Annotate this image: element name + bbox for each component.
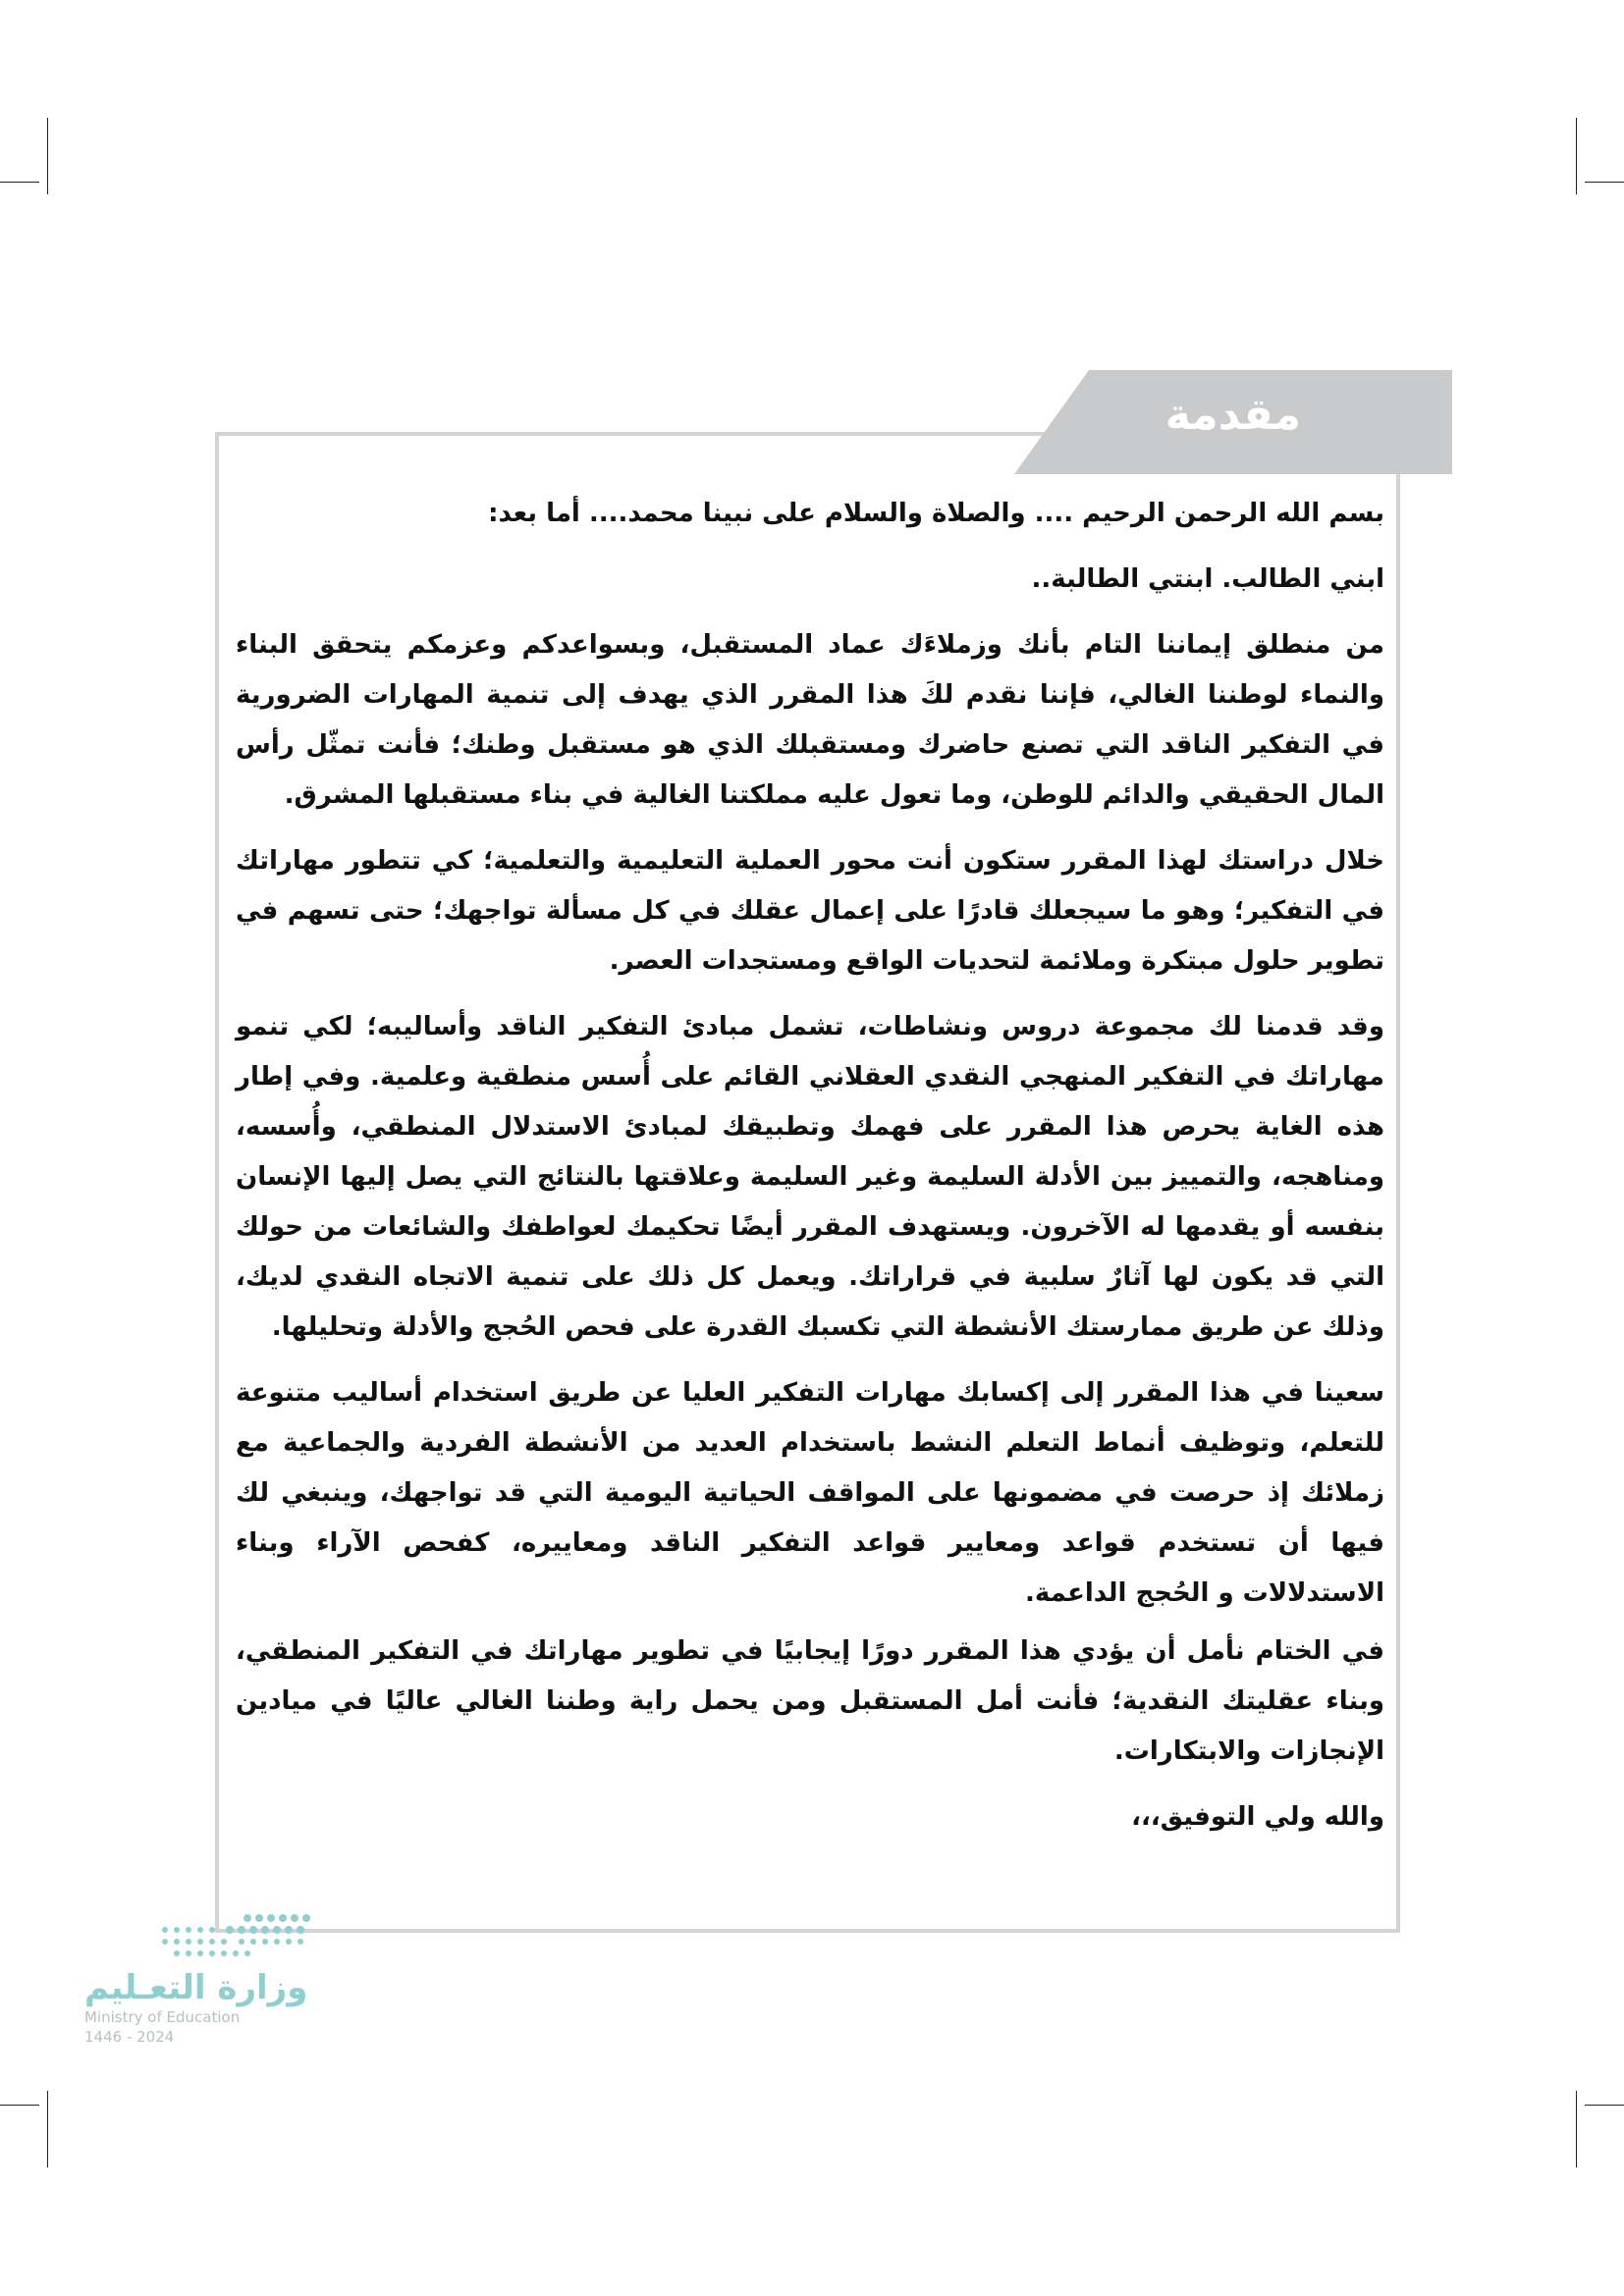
paragraph-1: من منطلق إيماننا التام بأنك وزملاءَك عماد المستقبل، وبسواعدكم وعزمكم يتحقق البناء والنماء لوطننا الغالي، فإننا نقدم لكَ هذا المقرر الذي يهدف إلى تنمية المهارات الضرورية في التفكير الناقد التي تصنع حاضرك ومستقبلك الذي هو مستقبل وطنك؛ فأنت تمثّل رأس المال الحقيقي والدائم للوطن، وما تعول عليه مملكتنا الغالية في بناء مستقبلها المشرق. [236,630,1384,810]
crop-mark [1576,2091,1577,2167]
ministry-name-arabic: وزارة التعـليم [84,1968,308,2007]
paragraph-greeting: ابني الطالب. ابنتي الطالبة.. [1031,564,1384,594]
edition-year: 2024 - 1446 [84,2028,175,2046]
crop-mark [1576,118,1577,194]
paragraph-closing: والله ولي التوفيق،،، [1131,1802,1384,1832]
crop-mark [0,2105,39,2106]
crop-mark [1585,2105,1624,2106]
introduction-text [236,489,1384,1858]
paragraph-4: سعينا في هذا المقرر إلى إكسابك مهارات التفكير العليا عن طريق استخدام أساليب متنوعة للتعلم، وتوظيف أنماط التعلم النشط باستخدام العديد من الأنشطة الفردية والجماعية مع زملائك إذ حرصت في مضمونها على المواقف الحياتية اليومية التي قد تواجهك، وينبغي لك فيها أن تستخدم قواعد ومعايير قواعد التفكير الناقد ومعاييره، كفحص الآراء وبناء الاستدلالات و الحُجج الداعمة. [236,1378,1384,1608]
paragraph-3: وقد قدمنا لك مجموعة دروس ونشاطات، تشمل مبادئ التفكير الناقد وأساليبه؛ لكي تنمو مهاراتك في التفكير المنهجي النقدي العقلاني القائم على أُسس منطقية وعلمية. وفي إطار هذه الغاية يحرص هذا المقرر على فهمك وتطبيقك لمبادئ الاستدلال المنطقي، وأُسسه، ومناهجه، والتمييز بين الأدلة السليمة وغير السليمة وعلاقتها بالنتائج التي يصل إليها الإنسان بنفسه أو يقدمها له الآخرون. ويستهدف المقرر أيضًا تحكيمك لعواطفك والشائعات من حولك التي قد يكون لها آثارٌ سلبية في قراراتك. ويعمل كل ذلك على تنمية الاتجاه النقدي لديك، وذلك عن طريق ممارستك الأنشطة التي تكسبك القدرة على فحص الحُجج والأدلة وتحليلها. [236,1012,1384,1342]
ministry-name-english: Ministry of Education [84,2008,241,2026]
paragraph-opening: بسم الله الرحمن الرحيم .... والصلاة والسلام على نبينا محمد.... أما بعد: [488,499,1384,528]
crop-mark [1585,182,1624,183]
page-title: مقدمة [1164,390,1301,440]
crop-mark [47,118,48,194]
paragraph-5: في الختام نأمل أن يؤدي هذا المقرر دورًا إيجابيًا في تطوير مهاراتك في التفكير المنطقي، وبناء عقليتك النقدية؛ فأنت أمل المستقبل ومن يحمل راية وطننا الغالي عاليًا في ميادين الإنجازات والابتكارات. [236,1636,1384,1766]
crop-mark [47,2091,48,2167]
crop-mark [0,182,39,183]
paragraph-2: خلال دراستك لهذا المقرر ستكون أنت محور العملية التعليمية والتعلمية؛ كي تتطور مهاراتك في التفكير؛ وهو ما سيجعلك قادرًا على إعمال عقلك في كل مسألة تواجهك؛ حتى تسهم في تطوير حلول مبتكرة وملائمة لتحديات الواقع ومستجدات العصر. [236,846,1384,976]
